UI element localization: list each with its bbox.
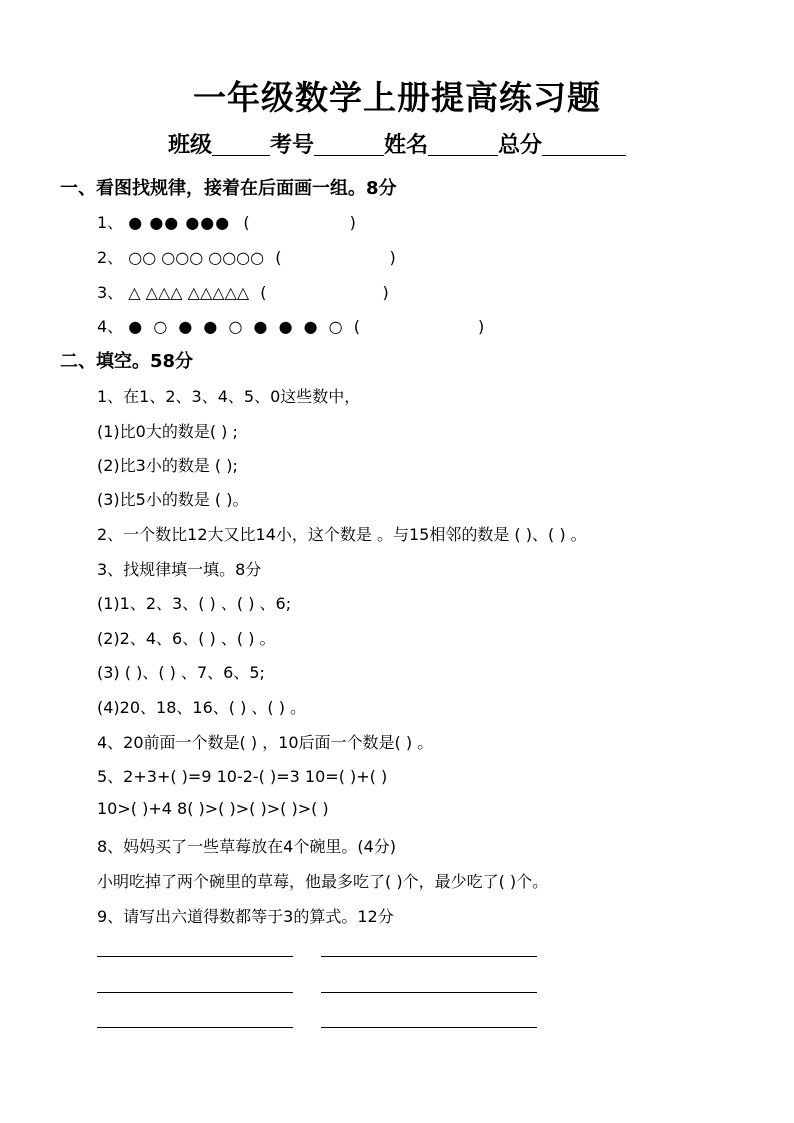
item-number: 4、 <box>97 317 124 336</box>
answer-paren-close: ) <box>389 248 396 267</box>
question-3-part-3: (3) ( )、( ) 、7、6、5; <box>97 663 265 682</box>
answer-paren-close: ) <box>477 317 485 336</box>
section-2-heading: 二、填空。58分 <box>60 351 194 372</box>
answer-paren-close: ) <box>382 283 389 302</box>
question-3-part-1: (1)1、2、3、( ) 、( ) 、6; <box>97 594 292 613</box>
answer-line[interactable] <box>97 1027 293 1028</box>
item-number: 2、 <box>97 248 124 267</box>
score-blank[interactable] <box>542 133 626 156</box>
answer-line[interactable] <box>321 956 537 957</box>
pattern-item-3 <box>97 280 389 303</box>
student-info-line <box>0 128 794 159</box>
answer-paren-open: ( <box>353 317 360 336</box>
answer-paren-close: ) <box>349 213 356 232</box>
question-1-part-1: (1)比0大的数是( ) ; <box>97 422 238 441</box>
answer-paren-open: ( <box>275 248 282 267</box>
class-label: 班级 <box>167 133 212 158</box>
question-2: 2、一个数比12大又比14小，这个数是 。与15相邻的数是 ( )、( ) 。 <box>97 525 587 544</box>
question-4: 4、20前面一个数是( ) ，10后面一个数是( ) 。 <box>97 733 434 752</box>
pattern-symbols: △ △△△ △△△△△ <box>128 283 250 302</box>
pattern-symbols: ● ○ ● ● ○ ● ● ● ○ <box>128 317 343 336</box>
question-1-intro: 1、在1、2、3、4、5、0这些数中， <box>97 387 361 406</box>
question-1-part-3: (3)比5小的数是 ( )。 <box>97 490 249 509</box>
pattern-symbols: ● ●● ●●● <box>128 213 231 232</box>
score-label: 总分 <box>498 133 543 158</box>
answer-paren-open: ( <box>260 283 267 302</box>
pattern-item-1 <box>97 210 356 233</box>
number-blank[interactable] <box>314 133 384 156</box>
question-9: 9、请写出六道得数都等于3的算式。12分 <box>97 907 394 926</box>
answer-line[interactable] <box>97 956 293 957</box>
question-3-part-4: (4)20、18、16、( ) 、( ) 。 <box>97 698 307 717</box>
question-8: 8、妈妈买了一些草莓放在4个碗里。(4分) <box>97 837 397 856</box>
number-label: 考号 <box>269 133 314 158</box>
section-1-heading: 一、看图找规律，接着在后面画一组。8分 <box>60 178 397 199</box>
answer-line[interactable] <box>321 1027 537 1028</box>
pattern-item-2 <box>97 245 396 268</box>
page-title: 一年级数学上册提高练习题 <box>193 78 601 117</box>
name-blank[interactable] <box>428 133 498 156</box>
question-5-line-1: 5、2+3+( )=9 10-2-( )=3 10=( )+( ) <box>97 767 388 786</box>
question-8-detail: 小明吃掉了两个碗里的草莓，他最多吃了( )个，最少吃了( )个。 <box>97 872 549 891</box>
answer-line[interactable] <box>321 992 537 993</box>
pattern-symbols: ○○ ○○○ ○○○○ <box>128 248 265 267</box>
question-3-part-2: (2)2、4、6、( ) 、( ) 。 <box>97 629 276 648</box>
item-number: 1、 <box>97 213 124 232</box>
name-label: 姓名 <box>384 133 429 158</box>
class-blank[interactable] <box>212 133 270 156</box>
answer-paren-open: ( <box>243 213 250 232</box>
pattern-item-4 <box>97 314 484 337</box>
question-3-heading: 3、找规律填一填。8分 <box>97 560 262 579</box>
question-1-part-2: (2)比3小的数是 ( ); <box>97 456 238 475</box>
question-5-line-2: 10>( )+4 8( )>( )>( )>( )>( ) <box>97 799 329 818</box>
answer-line[interactable] <box>97 992 293 993</box>
item-number: 3、 <box>97 283 124 302</box>
